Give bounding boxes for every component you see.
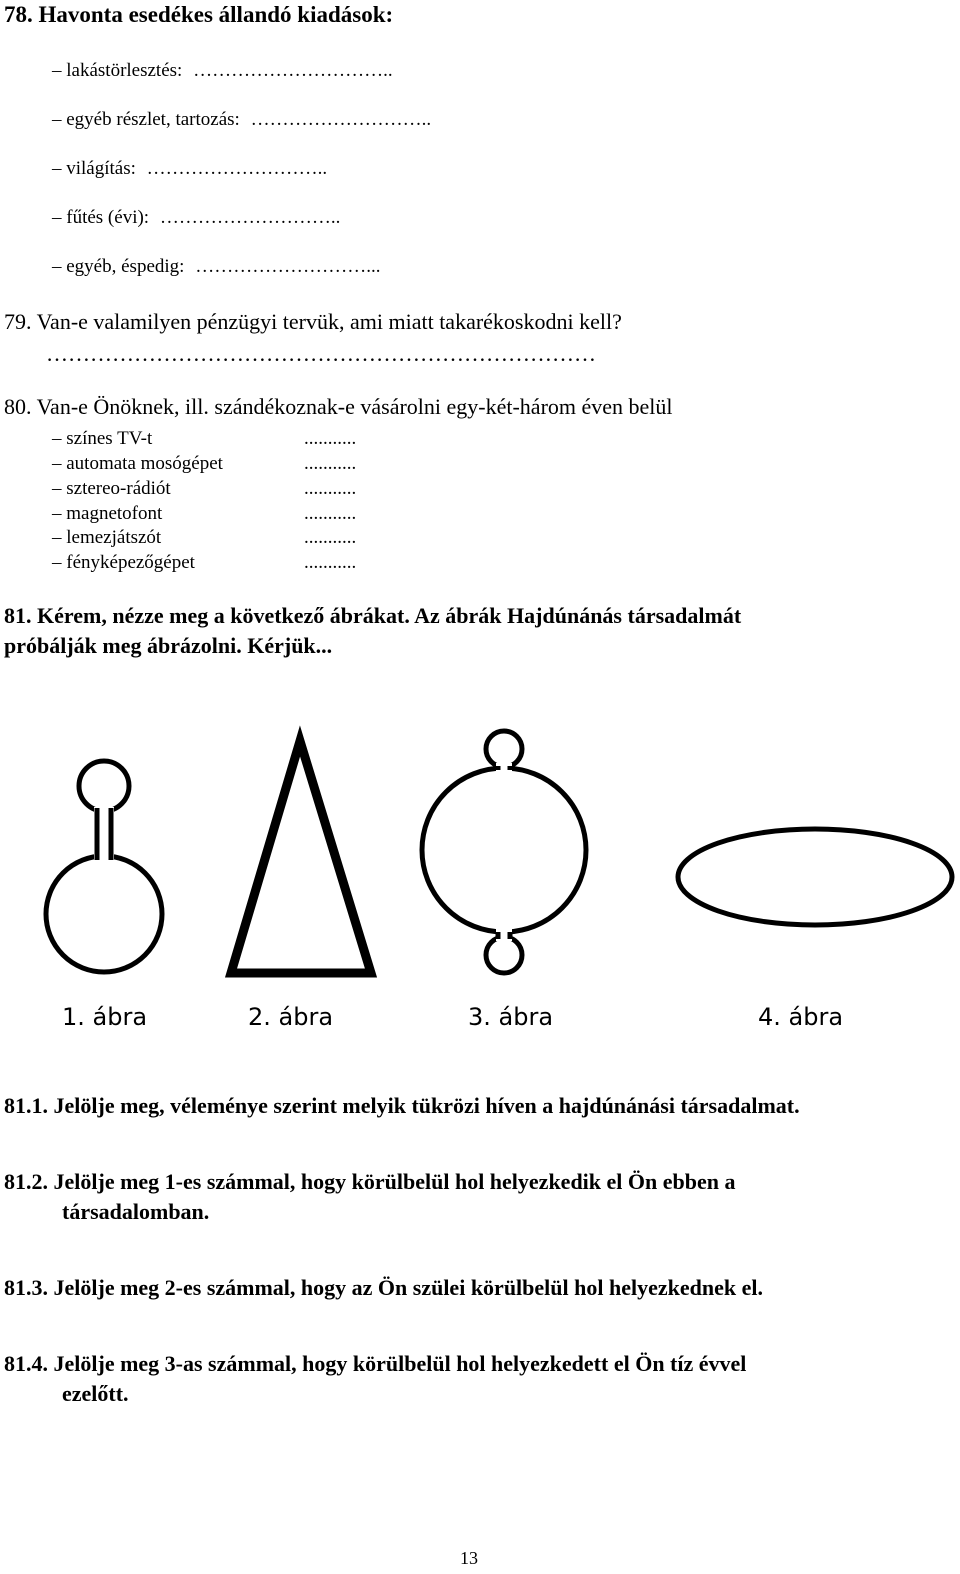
purchase-item-washing-machine [52,453,223,475]
expense-label: – fűtés (évi): [52,207,150,228]
purchase-label: – színes TV-t [52,428,153,449]
question-text: Jelölje meg 2-es számmal, hogy az Ön szülei körülbelül hol helyezkednek el. [53,1275,763,1300]
page-number: 13 [460,1548,478,1568]
question-78-title: 78. Havonta esedékes állandó kiadások: [4,2,394,27]
purchase-answer-blank[interactable]: ........... [304,503,357,524]
figure-4-caption: 4. ábra [758,1003,844,1031]
purchase-answer-blank[interactable]: ........... [304,478,357,499]
purchase-answer-blank[interactable]: ........... [304,428,357,449]
question-80-title: 80. Van-e Önöknek, ill. szándékoznak-e vásárolni egy-két-három éven belül [4,394,673,419]
purchase-item-color-tv [52,428,152,450]
purchase-label: – sztereo-rádiót [52,478,171,499]
expense-item-heating [52,207,340,229]
expense-label: – egyéb, éspedig: [52,256,185,277]
purchase-answer-blank[interactable]: ........... [304,527,357,548]
answer-blank[interactable]: ……………………….. [159,207,341,228]
question-79-answer-blank[interactable]: ………………………………………………………………… [46,341,596,366]
question-81-3 [4,1275,763,1301]
purchase-answer-blank[interactable]: ........... [304,552,357,573]
purchase-item-stereo-radio [52,478,171,500]
question-number: 81.4. [4,1351,48,1376]
purchase-label: – lemezjátszót [52,527,162,548]
question-81-4 [4,1351,746,1377]
question-number: 81.1. [4,1093,48,1118]
question-text-line-1: Jelölje meg 3-as számmal, hogy körülbelül hol helyezkedett el Ön tíz évvel [53,1351,747,1376]
question-number: 81.3. [4,1275,48,1300]
expense-label: – egyéb részlet, tartozás: [52,109,240,130]
figure-4-shape[interactable] [678,829,952,925]
question-79-title: 79. Van-e valamilyen pénzügyi tervük, ami miatt takarékoskodni kell? [4,309,622,334]
purchase-answer-blank[interactable]: ........... [304,453,357,474]
figure-3-caption: 3. ábra [468,1003,554,1031]
expense-label: – világítás: [52,158,136,179]
purchase-item-camera [52,552,195,574]
figure-1-caption: 1. ábra [62,1003,148,1031]
purchase-item-tape-recorder [52,503,162,525]
question-text-line-1: Jelölje meg 1-es számmal, hogy körülbelül hol helyezkedik el Ön ebben a [53,1169,736,1194]
question-number: 81.2. [4,1169,48,1194]
answer-blank[interactable]: ………………………….. [193,60,393,81]
question-81-2 [4,1169,736,1195]
expense-label: – lakástörlesztés: [52,60,183,81]
answer-blank[interactable]: ………………………... [195,256,381,277]
question-81-line-2: próbálják meg ábrázolni. Kérjük... [4,633,333,658]
question-81-2-line-2: társadalomban. [62,1199,210,1224]
question-81-1 [4,1093,800,1119]
expense-item-housing-loan [52,60,393,82]
figure-2-caption: 2. ábra [248,1003,334,1031]
question-81-4-line-2: ezelőtt. [62,1381,129,1406]
answer-blank[interactable]: ……………………….. [146,158,328,179]
purchase-item-record-player [52,527,161,549]
answer-blank[interactable]: ……………………….. [250,109,432,130]
figure-2-shape[interactable] [231,741,371,973]
question-text: Jelölje meg, véleménye szerint melyik tükrözi híven a hajdúnánási társadalmat. [53,1093,800,1118]
expense-item-other [52,256,380,278]
expense-item-lighting [52,158,327,180]
figure-1-shape[interactable] [46,761,162,972]
question-81-line-1: 81. Kérem, nézze meg a következő ábrákat. Az ábrák Hajdúnánás társadalmát [4,603,742,628]
purchase-label: – fényképezőgépet [52,552,195,573]
expense-item-other-installment [52,109,431,131]
society-figures [0,715,960,1045]
purchase-label: – magnetofont [52,503,163,524]
purchase-label: – automata mosógépet [52,453,223,474]
